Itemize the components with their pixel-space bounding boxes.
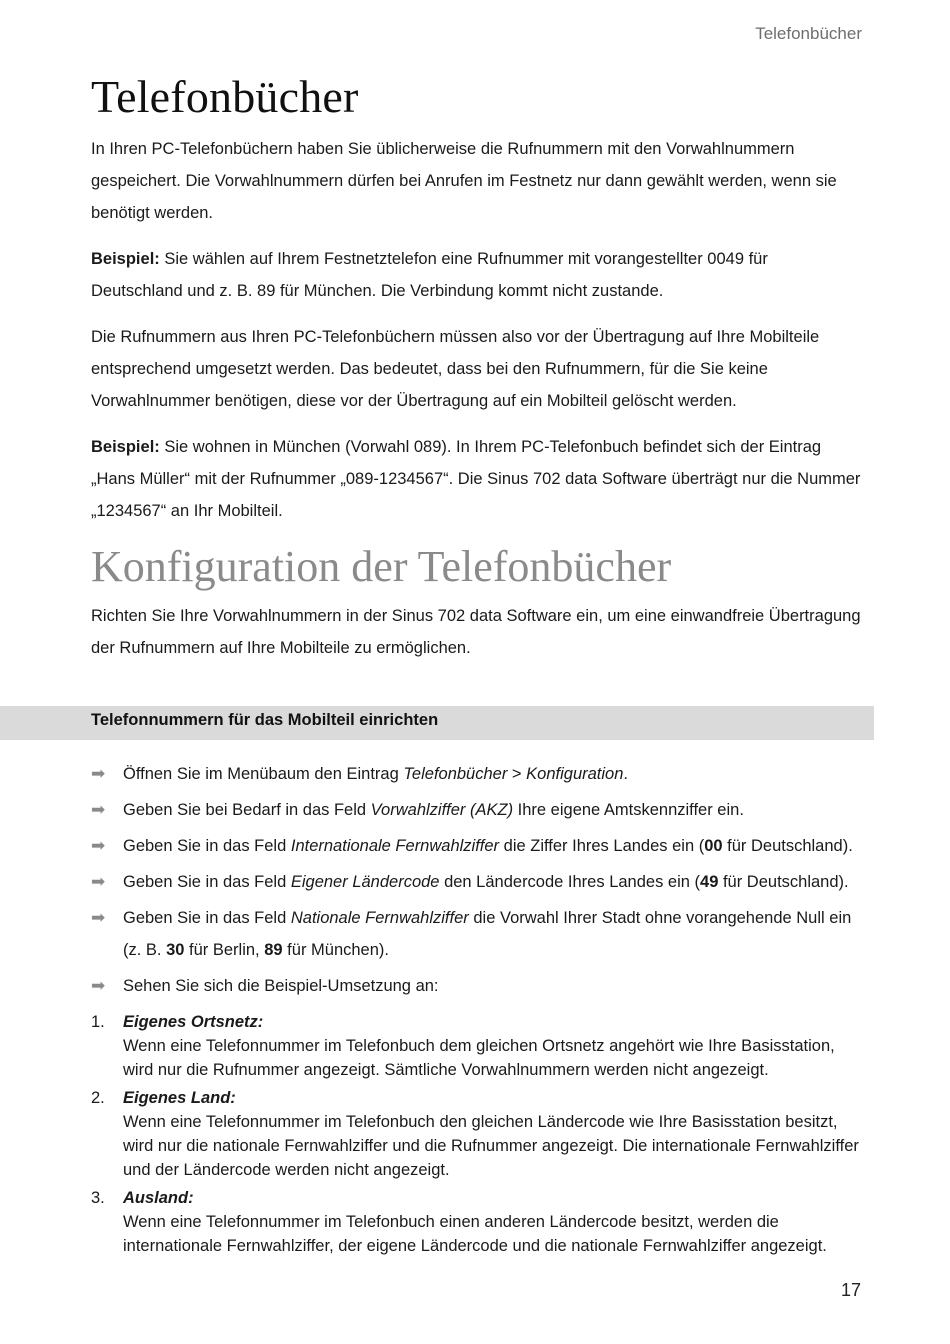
list-number: 1. — [91, 1013, 105, 1031]
field-name: Vorwahlziffer (AKZ) — [370, 801, 514, 819]
example-2-label: Beispiel: — [91, 438, 160, 456]
list-item — [91, 1086, 866, 1182]
page-number: 17 — [840, 1280, 861, 1300]
step-item — [91, 970, 871, 1002]
step-list — [91, 758, 871, 1006]
list-number: 3. — [91, 1189, 105, 1207]
list-number: 2. — [91, 1089, 105, 1107]
example-value: 89 — [264, 941, 283, 959]
step-text: die Ziffer Ihres Landes ein ( — [499, 837, 705, 855]
step-text: für Deutschland). — [718, 873, 849, 891]
step-item — [91, 902, 871, 966]
arrow-right-icon: ➡ — [91, 800, 106, 819]
step-text: die Vorwahl Ihrer Stadt ohne vorangehende Null ein (z. B. — [123, 909, 852, 959]
main-content — [91, 70, 861, 678]
field-name: Nationale Fernwahlziffer — [290, 909, 469, 927]
menu-path-item: Konfiguration — [526, 765, 624, 783]
section-intro: Richten Sie Ihre Vorwahlnummern in der Sinus 702 data Software ein, um eine einwandfreie Übertragung der Rufnummern auf Ihre Mobilteile zu ermöglichen. — [91, 607, 861, 657]
step-text: > — [507, 765, 527, 783]
step-text: Geben Sie bei Bedarf in das Feld — [123, 801, 371, 819]
step-text: Geben Sie in das Feld — [123, 873, 291, 891]
step-text: Geben Sie in das Feld — [123, 909, 291, 927]
step-text: für Berlin, — [184, 941, 265, 959]
arrow-right-icon: ➡ — [91, 908, 106, 927]
list-item-heading: Eigenes Land: — [123, 1089, 236, 1107]
list-item-text: Wenn eine Telefonnummer im Telefonbuch den gleichen Ländercode wie Ihre Basisstation besitzt, wird nur die nationale Fernwahlziffer und die Rufnummer angezeigt. Die internationale Fernwahlziffer und der Ländercode werden nicht angezeigt. — [123, 1113, 859, 1179]
arrow-right-icon: ➡ — [91, 764, 106, 783]
section-title: Konfiguration der Telefonbücher — [91, 542, 672, 591]
intro-paragraph: In Ihren PC-Telefonbüchern haben Sie üblicherweise die Rufnummern mit den Vorwahlnummern gespeichert. Die Vorwahlnummern dürfen bei Anrufen im Festnetz nur dann gewählt werden, wenn sie benötigt werden. — [91, 140, 837, 222]
list-item-text: Wenn eine Telefonnummer im Telefonbuch einen anderen Ländercode besitzt, werden die internationale Fernwahlziffer, der eigene Ländercode und die nationale Fernwahlziffer angezeigt. — [123, 1213, 827, 1255]
example-value: 30 — [166, 941, 185, 959]
step-text: den Ländercode Ihres Landes ein ( — [439, 873, 701, 891]
field-name: Eigener Ländercode — [290, 873, 440, 891]
step-text: Ihre eigene Amtskennziffer ein. — [513, 801, 744, 819]
list-item — [91, 1010, 866, 1082]
field-name: Internationale Fernwahlziffer — [290, 837, 500, 855]
step-item — [91, 794, 871, 826]
page-title: Telefonbücher — [91, 71, 359, 122]
numbered-list — [91, 1010, 866, 1262]
arrow-right-icon: ➡ — [91, 976, 106, 995]
example-value: 49 — [700, 873, 719, 891]
example-2 — [91, 431, 861, 527]
list-item — [91, 1186, 866, 1258]
running-header: Telefonbücher — [755, 24, 862, 43]
procedure-heading: Telefonnummern für das Mobilteil einrichten — [91, 711, 439, 729]
step-text: für Deutschland). — [722, 837, 853, 855]
arrow-right-icon: ➡ — [91, 836, 106, 855]
example-1 — [91, 243, 861, 307]
list-item-text: Wenn eine Telefonnummer im Telefonbuch dem gleichen Ortsnetz angehört wie Ihre Basisstation, wird nur die Rufnummer angezeigt. Sämtliche Vorwahlnummern werden nicht angezeigt. — [123, 1037, 835, 1079]
example-value: 00 — [704, 837, 723, 855]
step-text: Sehen Sie sich die Beispiel-Umsetzung an: — [123, 977, 439, 995]
menu-path-item: Telefonbücher — [403, 765, 508, 783]
example-2-text: Sie wohnen in München (Vorwahl 089). In Ihrem PC-Telefonbuch befindet sich der Eintrag „Hans Müller“ mit der Rufnummer „089-1234567“. Die Sinus 702 data Software überträgt nur die Nummer „1234567“ an Ihr Mobilteil. — [91, 438, 861, 520]
list-item-heading: Ausland: — [123, 1189, 194, 1207]
step-text: Geben Sie in das Feld — [123, 837, 291, 855]
arrow-right-icon: ➡ — [91, 872, 106, 891]
step-item — [91, 758, 871, 790]
step-text: Öffnen Sie im Menübaum den Eintrag — [123, 765, 404, 783]
step-item — [91, 866, 871, 898]
step-text: . — [623, 765, 628, 783]
step-text: für München). — [282, 941, 389, 959]
list-item-heading: Eigenes Ortsnetz: — [123, 1013, 264, 1031]
example-1-text: Sie wählen auf Ihrem Festnetztelefon eine Rufnummer mit vorangestellter 0049 für Deutschland und z. B. 89 für München. Die Verbindung kommt nicht zustande. — [91, 250, 768, 300]
conversion-paragraph: Die Rufnummern aus Ihren PC-Telefonbüchern müssen also vor der Übertragung auf Ihre Mobilteile entsprechend umgesetzt werden. Das bedeutet, dass bei den Rufnummern, für die Sie keine Vorwahlnummer benötigen, diese vor der Übertragung auf ein Mobilteil gelöscht werden. — [91, 328, 820, 410]
example-1-label: Beispiel: — [91, 250, 160, 268]
step-item — [91, 830, 871, 862]
